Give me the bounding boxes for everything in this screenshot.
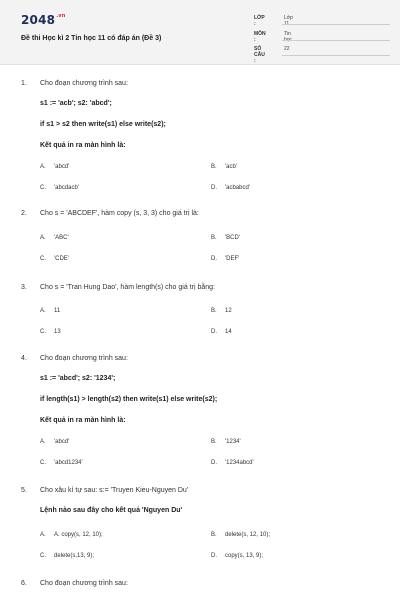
question-text: Cho đoạn chương trình sau: xyxy=(40,580,128,587)
question-text: Cho s = 'Tran Hung Dao', hàm length(s) cho giá trị bằng: xyxy=(40,284,215,291)
option-c[interactable]: C. 13 xyxy=(40,329,61,335)
option-a[interactable]: A. A. copy(s, 12, 10); xyxy=(40,532,103,538)
option-b[interactable]: B. 'BCD' xyxy=(211,235,240,241)
question-number: 5. xyxy=(21,487,27,494)
option-d[interactable]: D. 14 xyxy=(211,329,232,335)
question-number: 1. xyxy=(21,80,27,87)
option-d[interactable]: D. copy(s, 13, 9); xyxy=(211,553,264,559)
option-d[interactable]: D. '1234abcd' xyxy=(211,460,254,466)
meta-underline xyxy=(282,40,390,41)
question-code-line: s1 := 'abcd'; s2: '1234'; xyxy=(40,375,116,382)
meta-underline xyxy=(282,55,390,56)
question-code-line: if s1 > s2 then write(s1) else write(s2); xyxy=(40,121,166,128)
page-header xyxy=(0,0,400,64)
question-prompt: Lệnh nào sau đây cho kết quả 'Nguyen Du' xyxy=(40,507,183,514)
question-number: 3. xyxy=(21,284,27,291)
exam-title: Đề thi Học kì 2 Tin học 11 có đáp án (Đề 3) xyxy=(21,35,162,42)
question-number: 6. xyxy=(21,580,27,587)
meta-key: LỚP : xyxy=(254,15,265,27)
meta-key: SỐ CÂU : xyxy=(254,46,265,64)
question-number: 2. xyxy=(21,210,27,217)
option-c[interactable]: C. 'abcd1234' xyxy=(40,460,83,466)
question-code-line: if length(s1) > length(s2) then write(s1) else write(s2); xyxy=(40,396,218,403)
option-b[interactable]: B. 'acb' xyxy=(211,164,237,170)
meta-value: 22 xyxy=(284,46,290,52)
option-b[interactable]: B. '1234' xyxy=(211,439,241,445)
option-d[interactable]: D. 'acbabcd' xyxy=(211,185,250,191)
meta-value: Tin học xyxy=(284,31,293,43)
option-b[interactable]: B. delete(s, 12, 10); xyxy=(211,532,271,538)
option-a[interactable]: A. 'abcd' xyxy=(40,164,70,170)
meta-value: Lớp 11 xyxy=(284,15,293,27)
option-a[interactable]: A. 11 xyxy=(40,308,61,314)
option-c[interactable]: C. 'abcdacb' xyxy=(40,185,79,191)
logo-domain: .vn xyxy=(56,13,66,19)
option-c[interactable]: C. delete(s,13, 9); xyxy=(40,553,95,559)
meta-key: MÔN : xyxy=(254,31,266,43)
option-c[interactable]: C. 'CDE' xyxy=(40,256,69,262)
question-prompt: Kết quả in ra màn hình là: xyxy=(40,142,126,149)
question-text: Cho s = 'ABCDEF', hàm copy (s, 3, 3) cho giá trị là: xyxy=(40,210,199,217)
question-prompt: Kết quả in ra màn hình là: xyxy=(40,417,126,424)
option-a[interactable]: A. 'ABC' xyxy=(40,235,69,241)
logo-text: 2048 xyxy=(21,13,56,27)
option-a[interactable]: A. 'abcd' xyxy=(40,439,70,445)
question-text: Cho đoạn chương trình sau: xyxy=(40,80,128,87)
meta-underline xyxy=(282,24,390,25)
question-text: Cho đoạn chương trình sau: xyxy=(40,355,128,362)
header-divider xyxy=(0,64,400,65)
option-b[interactable]: B. 12 xyxy=(211,308,232,314)
question-number: 4. xyxy=(21,355,27,362)
site-logo[interactable] xyxy=(21,13,66,27)
question-text: Cho xâu kí tự sau: s:= 'Truyen Kieu-Nguyen Du' xyxy=(40,487,189,494)
option-d[interactable]: D. 'DEF' xyxy=(211,256,240,262)
question-code-line: s1 := 'acb'; s2: 'abcd'; xyxy=(40,100,112,107)
